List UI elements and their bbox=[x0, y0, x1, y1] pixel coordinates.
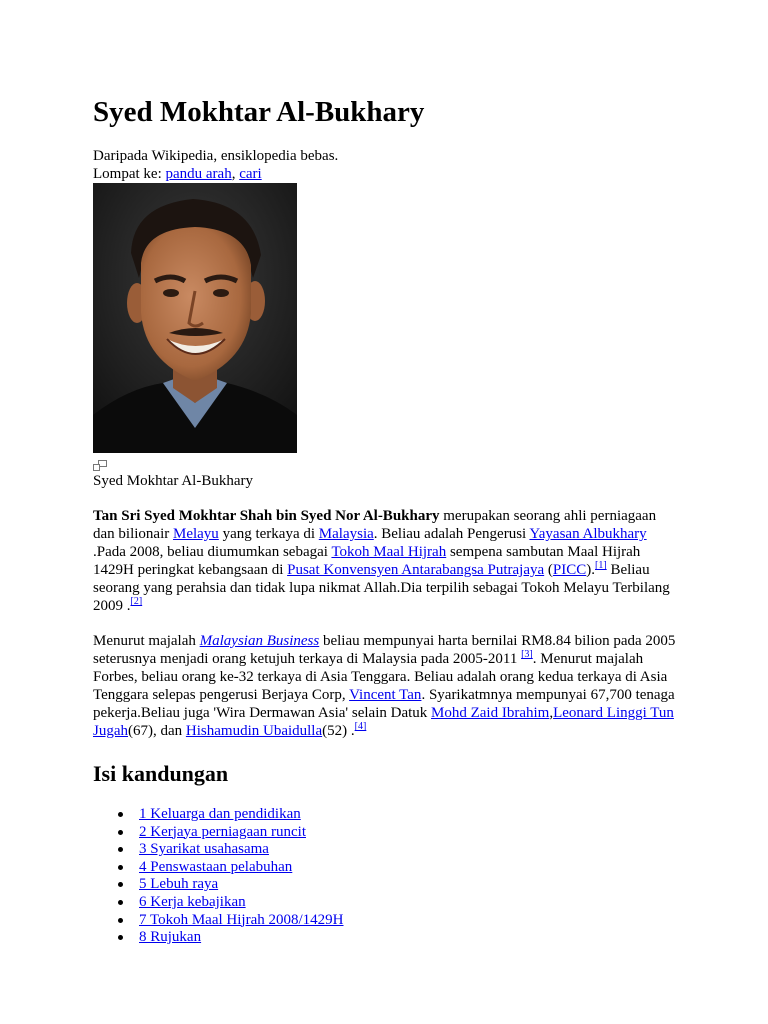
link-mohd-zaid-ibrahim[interactable]: Mohd Zaid Ibrahim bbox=[431, 705, 550, 721]
text: sempena sambutan Maal Hijrah 1429H peringkat kebangsaan di bbox=[93, 544, 641, 578]
bullet-icon bbox=[118, 935, 123, 940]
toc-link[interactable]: 7 Tokoh Maal Hijrah 2008/1429H bbox=[139, 911, 344, 928]
link-malaysia[interactable]: Malaysia bbox=[318, 526, 374, 542]
portrait-photo bbox=[93, 183, 297, 453]
link-vincent-tan[interactable]: Vincent Tan bbox=[349, 687, 422, 703]
toc-heading: Isi kandungan bbox=[93, 761, 229, 786]
bullet-icon bbox=[118, 830, 123, 835]
intro-paragraph bbox=[93, 507, 681, 615]
link-yayasan-albukhary[interactable]: Yayasan Albukhary bbox=[529, 526, 647, 542]
reference-2[interactable]: [2] bbox=[130, 596, 143, 607]
magnify-clip-icon[interactable] bbox=[93, 458, 107, 469]
toc-item bbox=[93, 858, 344, 876]
toc-item bbox=[93, 823, 344, 841]
link-picc[interactable]: PICC bbox=[552, 562, 587, 578]
text: , bbox=[549, 705, 554, 721]
toc-link[interactable]: 1 Keluarga dan pendidikan bbox=[139, 806, 301, 822]
text: merupakan seorang ahli perniagaan dan bilionair bbox=[93, 508, 657, 542]
toc-link[interactable]: 3 Syarikat usahasama bbox=[139, 841, 269, 858]
text: Beliau seorang yang perahsia dan tidak lupa nikmat Allah.Dia terpilih sebagai Tokoh Melayu Terbilang 2009 . bbox=[93, 562, 670, 614]
toc-link[interactable]: 8 Rujukan bbox=[139, 929, 202, 946]
text: (67), dan bbox=[128, 723, 186, 739]
toc-item bbox=[93, 911, 344, 929]
bullet-icon bbox=[118, 865, 123, 870]
reference-3[interactable]: [3] bbox=[521, 649, 533, 660]
image-caption: Syed Mokhtar Al-Bukhary bbox=[93, 473, 253, 489]
toc-item bbox=[93, 840, 344, 858]
bullet-icon bbox=[118, 918, 123, 923]
text: beliau mempunyai harta bernilai RM8.84 bilion pada 2005 seterusnya menjadi orang ketujuh terkaya di Malaysia pada 2005-2011 bbox=[93, 633, 676, 667]
subject-full-name: Tan Sri Syed Mokhtar Shah bin Syed Nor Al-Bukhary bbox=[93, 508, 440, 524]
toc-link[interactable]: 4 Penswastaan pelabuhan bbox=[139, 858, 293, 875]
bullet-icon bbox=[118, 882, 123, 887]
bullet-icon bbox=[118, 847, 123, 852]
toc-link[interactable]: 5 Lebuh raya bbox=[139, 876, 219, 893]
reference-4[interactable]: [4] bbox=[354, 721, 367, 732]
jump-navigation-link[interactable]: pandu arah bbox=[165, 166, 232, 182]
link-pusat-konvensyen[interactable]: Pusat Konvensyen Antarabangsa Putrajaya bbox=[287, 562, 545, 578]
link-tokoh-maal-hijrah[interactable]: Tokoh Maal Hijrah bbox=[331, 544, 447, 560]
portrait-image[interactable] bbox=[93, 183, 297, 453]
bullet-icon bbox=[118, 900, 123, 905]
text: (52) . bbox=[322, 723, 355, 739]
jump-separator: , bbox=[231, 166, 240, 182]
jump-search-link[interactable]: cari bbox=[239, 166, 262, 182]
toc-item bbox=[93, 875, 344, 893]
wealth-paragraph bbox=[93, 632, 681, 740]
text: . Syarikatmnya mempunyai 67,700 tenaga pekerja.Beliau juga 'Wira Dermawan Asia' selain Datuk bbox=[93, 687, 675, 721]
bullet-icon bbox=[118, 812, 123, 817]
link-melayu[interactable]: Melayu bbox=[172, 526, 219, 542]
text: . Menurut majalah Forbes, beliau orang ke-32 terkaya di Asia Tenggara. Beliau adalah orang kedua terkaya di Asia Tenggara selepas pengerusi Berjaya Corp, bbox=[93, 651, 668, 703]
text: ( bbox=[544, 562, 553, 578]
toc-link[interactable]: 2 Kerjaya perniagaan runcit bbox=[139, 823, 306, 840]
page-title: Syed Mokhtar Al-Bukhary bbox=[93, 96, 425, 128]
text: Menurut majalah bbox=[93, 633, 200, 649]
link-malaysian-business[interactable]: Malaysian Business bbox=[199, 633, 320, 649]
link-leonard-linggi[interactable]: Leonard Linggi Tun Jugah bbox=[93, 705, 674, 739]
text: .Pada 2008, beliau diumumkan sebagai bbox=[93, 544, 332, 560]
text: . Beliau adalah Pengerusi bbox=[373, 526, 530, 542]
reference-1[interactable]: [1] bbox=[595, 560, 607, 571]
jump-prefix: Lompat ke: bbox=[93, 166, 166, 182]
text: yang terkaya di bbox=[218, 526, 319, 542]
toc-link[interactable]: 6 Kerja kebajikan bbox=[139, 893, 246, 910]
text: ). bbox=[586, 562, 596, 578]
table-of-contents bbox=[93, 805, 344, 946]
toc-item bbox=[93, 893, 344, 911]
toc-item bbox=[93, 928, 344, 946]
jump-to-bar bbox=[93, 165, 262, 183]
toc-item bbox=[93, 805, 344, 823]
link-hishamudin-ubaidulla[interactable]: Hishamudin Ubaidulla bbox=[185, 723, 323, 739]
site-subtitle: Daripada Wikipedia, ensiklopedia bebas. bbox=[93, 148, 339, 164]
